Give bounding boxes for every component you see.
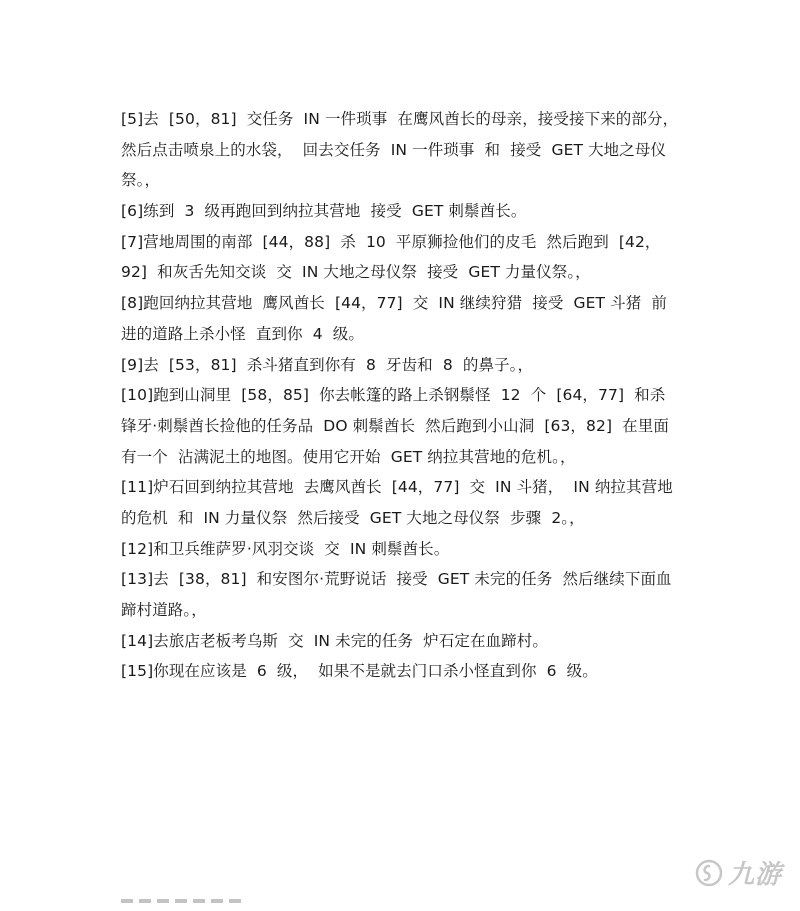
text-line-10: [10]跑到山洞里 [58，85] 你去帐篷的路上杀钢鬃怪 12 个 [64，77] 和杀 <box>121 386 666 405</box>
text-line-15: [12]和卫兵维萨罗·风羽交谈 交 IN 刺鬃酋长。 <box>121 539 450 558</box>
text-line-9: [9]去 [53，81] 杀斗猪直到你有 8 牙齿和 8 的鼻子。， <box>121 355 534 374</box>
text-line-18: [14]去旅店老板考乌斯 交 IN 未完的任务 炉石定在血蹄村。 <box>121 631 548 650</box>
text-line-14: 的危机 和 IN 力量仪祭 然后接受 GET 大地之母仪祭 步骤 2。， <box>121 508 585 527</box>
text-line-4: [6]练到 3 级再跑回到纳拉其营地 接受 GET 刺鬃酋长。 <box>121 202 527 221</box>
watermark-text: 九游 <box>727 860 782 890</box>
text-line-11: 锋牙·刺鬃酋长捡他的任务品 DO 刺鬃酋长 然后跑到小山洞 [63，82] 在里面 <box>121 416 669 435</box>
quest-guide-text <box>121 104 681 687</box>
text-line-8: 进的道路上杀小怪 直到你 4 级。 <box>121 324 364 343</box>
text-line-16: [13]去 [38，81] 和安图尔·荒野说话 接受 GET 未完的任务 然后继续下面血 <box>121 570 672 589</box>
text-line-5: [7]营地周围的南部 [44，88] 杀 10 平原狮捡他们的皮毛 然后跑到 [42， <box>121 232 661 251</box>
text-line-3: 祭。， <box>121 171 161 190</box>
clipped-next-line <box>121 899 261 911</box>
site-watermark <box>694 854 782 891</box>
text-line-19: [15]你现在应该是 6 级， 如果不是就去门口杀小怪直到你 6 级。 <box>121 662 598 681</box>
text-line-12: 有一个 沾满泥土的地图。使用它开始 GET 纳拉其营地的危机。， <box>121 447 576 466</box>
text-line-6: 92] 和灰舌先知交谈 交 IN 大地之母仪祭 接受 GET 力量仪祭。， <box>121 263 591 282</box>
text-line-17: 蹄村道路。， <box>121 601 207 619</box>
nine-game-logo-icon <box>694 858 724 888</box>
text-line-2: 然后点击喷泉上的水袋， 回去交任务 IN 一件琐事 和 接受 GET 大地之母仪 <box>121 140 667 159</box>
text-line-13: [11]炉石回到纳拉其营地 去鹰风酋长 [44，77] 交 IN 斗猪， IN 纳拉其营地 <box>121 478 673 497</box>
text-line-1: [5]去 [50，81] 交任务 IN 一件琐事 在鹰风酋长的母亲，接受接下来的部分， <box>121 110 679 128</box>
text-line-7: [8]跑回纳拉其营地 鹰风酋长 [44，77] 交 IN 继续狩猎 接受 GET 斗猪 前 <box>121 294 667 313</box>
